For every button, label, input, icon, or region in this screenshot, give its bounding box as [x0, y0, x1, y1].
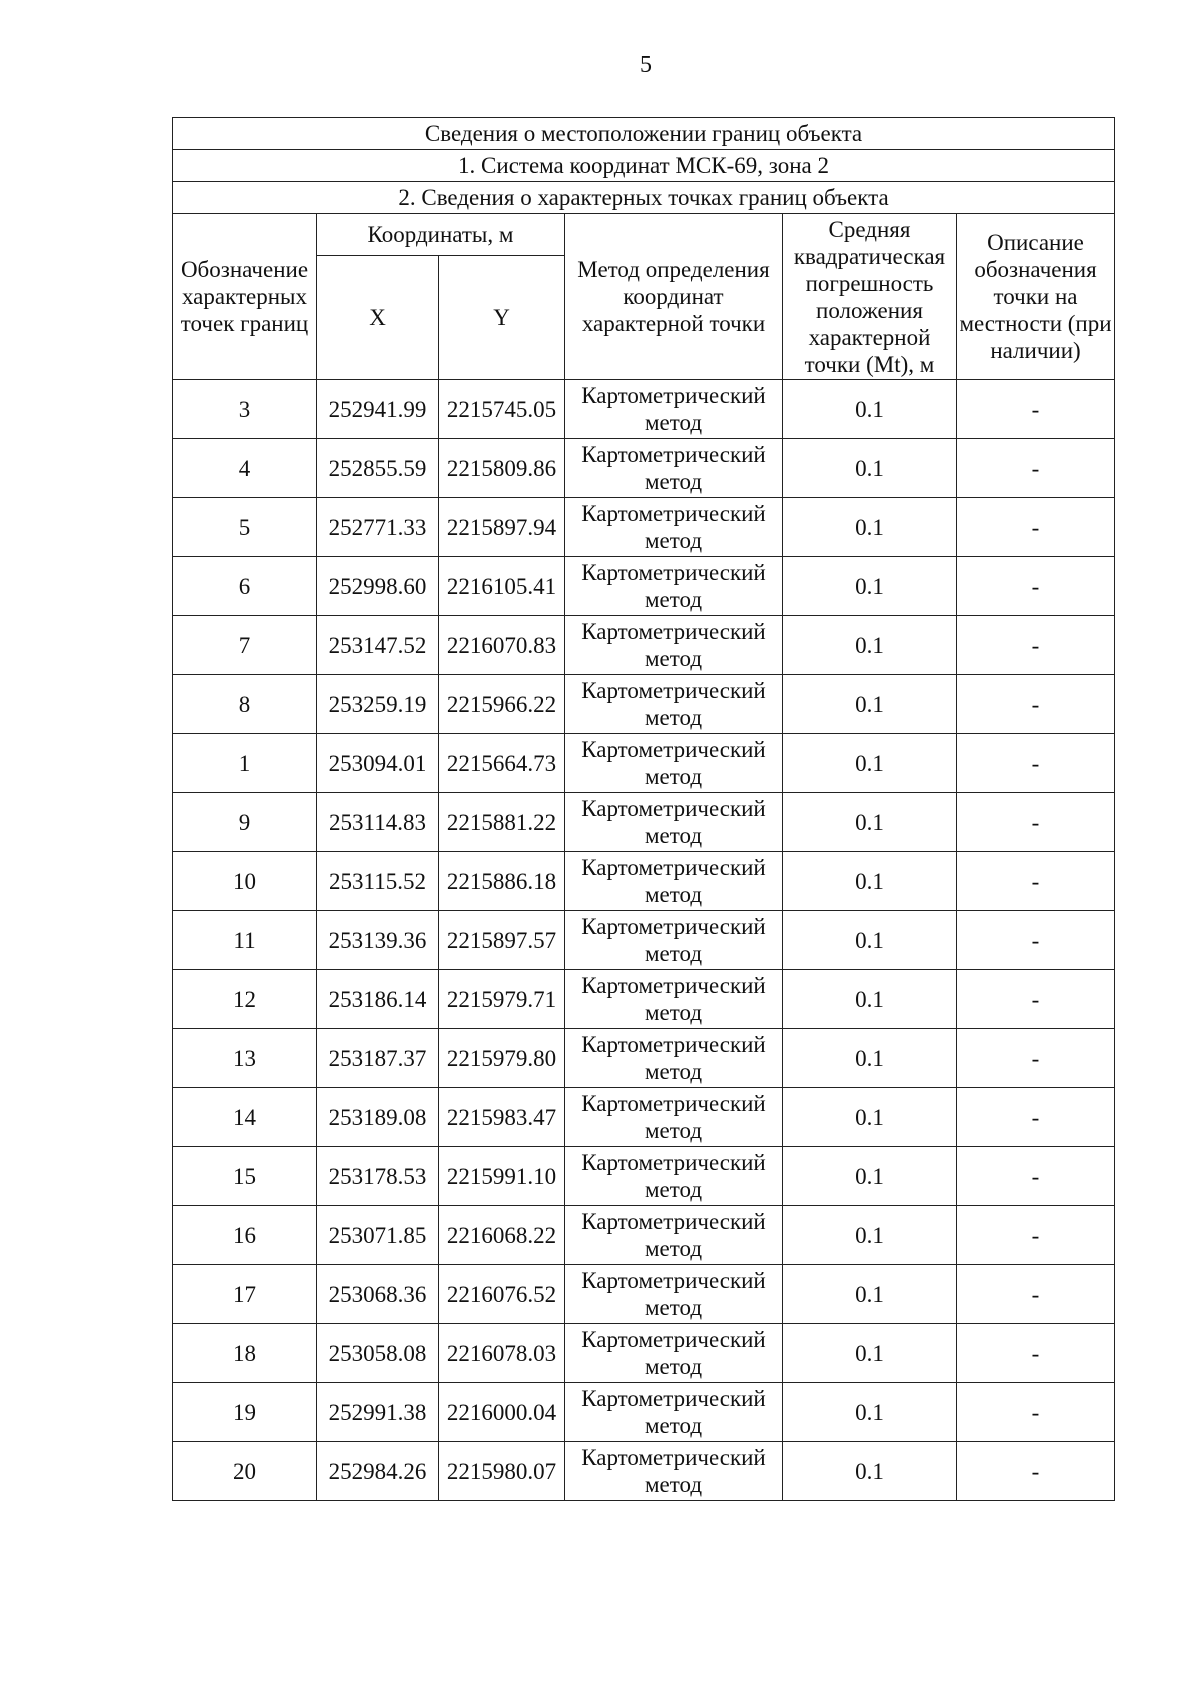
header-description: Описание обозначения точки на местности (при наличии): [957, 214, 1115, 380]
table-title: Сведения о местоположении границ объекта: [173, 118, 1115, 150]
point-cell: 18: [173, 1324, 317, 1383]
point-cell: 5: [173, 498, 317, 557]
desc-cell: -: [957, 380, 1115, 439]
y-cell: 2215886.18: [439, 852, 565, 911]
x-cell: 252991.38: [317, 1383, 439, 1442]
mt-cell: 0.1: [783, 1147, 957, 1206]
desc-cell: -: [957, 1265, 1115, 1324]
y-cell: 2215809.86: [439, 439, 565, 498]
method-line2: метод: [644, 941, 703, 966]
desc-cell: -: [957, 1029, 1115, 1088]
y-cell: 2215881.22: [439, 793, 565, 852]
table-body: [173, 380, 1115, 1501]
x-cell: 253186.14: [317, 970, 439, 1029]
mt-cell: 0.1: [783, 734, 957, 793]
method-cell: [565, 380, 783, 439]
y-cell: 2216105.41: [439, 557, 565, 616]
method-line1: Картометрический: [581, 1209, 766, 1234]
point-cell: 1: [173, 734, 317, 793]
desc-cell: -: [957, 911, 1115, 970]
table-row: [173, 557, 1115, 616]
y-cell: 2216076.52: [439, 1265, 565, 1324]
method-cell: [565, 911, 783, 970]
method-line1: Картометрический: [581, 1150, 766, 1175]
desc-cell: -: [957, 498, 1115, 557]
mt-cell: 0.1: [783, 498, 957, 557]
method-line2: метод: [644, 1295, 703, 1320]
mt-cell: 0.1: [783, 1088, 957, 1147]
method-line2: метод: [644, 1354, 703, 1379]
coord-system-row: [173, 150, 1115, 182]
method-line1: Картометрический: [581, 383, 766, 408]
mt-cell: 0.1: [783, 1206, 957, 1265]
method-line1: Картометрический: [581, 560, 766, 585]
y-cell: 2216000.04: [439, 1383, 565, 1442]
y-cell: 2216070.83: [439, 616, 565, 675]
method-line2: метод: [644, 469, 703, 494]
method-line2: метод: [644, 823, 703, 848]
header-y: Y: [439, 256, 565, 380]
table-row: [173, 734, 1115, 793]
method-cell: [565, 970, 783, 1029]
method-line2: метод: [644, 1059, 703, 1084]
section-label: 2. Сведения о характерных точках границ объекта: [173, 182, 1115, 214]
method-cell: [565, 616, 783, 675]
header-coordinates: Координаты, м: [317, 214, 565, 256]
header-point-designation: Обозначение характерных точек границ: [173, 214, 317, 380]
method-line1: Картометрический: [581, 1268, 766, 1293]
y-cell: 2215983.47: [439, 1088, 565, 1147]
desc-cell: -: [957, 970, 1115, 1029]
x-cell: 253189.08: [317, 1088, 439, 1147]
desc-cell: -: [957, 734, 1115, 793]
method-cell: [565, 1029, 783, 1088]
x-cell: 252771.33: [317, 498, 439, 557]
method-cell: [565, 439, 783, 498]
table-row: [173, 1324, 1115, 1383]
section-row: [173, 182, 1115, 214]
table-row: [173, 793, 1115, 852]
method-line1: Картометрический: [581, 442, 766, 467]
x-cell: 253094.01: [317, 734, 439, 793]
method-cell: [565, 1442, 783, 1501]
method-line2: метод: [644, 1236, 703, 1261]
table-row: [173, 675, 1115, 734]
x-cell: 253068.36: [317, 1265, 439, 1324]
method-line2: метод: [644, 1118, 703, 1143]
method-line1: Картометрический: [581, 1445, 766, 1470]
mt-cell: 0.1: [783, 380, 957, 439]
x-cell: 253114.83: [317, 793, 439, 852]
method-line1: Картометрический: [581, 501, 766, 526]
method-line2: метод: [644, 1000, 703, 1025]
mt-cell: 0.1: [783, 911, 957, 970]
table-row: [173, 616, 1115, 675]
method-cell: [565, 1206, 783, 1265]
mt-cell: 0.1: [783, 1029, 957, 1088]
point-cell: 4: [173, 439, 317, 498]
desc-cell: -: [957, 1088, 1115, 1147]
coord-system-label: 1. Система координат МСК-69, зона 2: [173, 150, 1115, 182]
x-cell: 252998.60: [317, 557, 439, 616]
mt-cell: 0.1: [783, 1265, 957, 1324]
x-cell: 253071.85: [317, 1206, 439, 1265]
x-cell: 253115.52: [317, 852, 439, 911]
table-row: [173, 1442, 1115, 1501]
method-cell: [565, 498, 783, 557]
method-line2: метод: [644, 705, 703, 730]
mt-cell: 0.1: [783, 616, 957, 675]
method-line2: метод: [644, 882, 703, 907]
method-cell: [565, 557, 783, 616]
point-cell: 3: [173, 380, 317, 439]
table-row: [173, 1029, 1115, 1088]
point-cell: 13: [173, 1029, 317, 1088]
table-title-row: [173, 118, 1115, 150]
x-cell: 253058.08: [317, 1324, 439, 1383]
point-cell: 9: [173, 793, 317, 852]
table-row: [173, 1265, 1115, 1324]
y-cell: 2216078.03: [439, 1324, 565, 1383]
x-cell: 253139.36: [317, 911, 439, 970]
table-row: [173, 380, 1115, 439]
desc-cell: -: [957, 557, 1115, 616]
x-cell: 253147.52: [317, 616, 439, 675]
point-cell: 6: [173, 557, 317, 616]
point-cell: 8: [173, 675, 317, 734]
y-cell: 2216068.22: [439, 1206, 565, 1265]
method-cell: [565, 1383, 783, 1442]
method-line2: метод: [644, 646, 703, 671]
method-line1: Картометрический: [581, 1032, 766, 1057]
method-line2: метод: [644, 1413, 703, 1438]
method-line2: метод: [644, 1472, 703, 1497]
table-row: [173, 1147, 1115, 1206]
method-cell: [565, 675, 783, 734]
method-line1: Картометрический: [581, 1091, 766, 1116]
method-cell: [565, 1324, 783, 1383]
desc-cell: -: [957, 616, 1115, 675]
point-cell: 17: [173, 1265, 317, 1324]
method-cell: [565, 1088, 783, 1147]
method-line1: Картометрический: [581, 973, 766, 998]
method-line1: Картометрический: [581, 619, 766, 644]
y-cell: 2215966.22: [439, 675, 565, 734]
method-line1: Картометрический: [581, 737, 766, 762]
x-cell: 252941.99: [317, 380, 439, 439]
method-line2: метод: [644, 410, 703, 435]
y-cell: 2215980.07: [439, 1442, 565, 1501]
header-error: Средняя квадратическая погрешность положения характерной точки (Mt), м: [783, 214, 957, 380]
desc-cell: -: [957, 1383, 1115, 1442]
method-cell: [565, 852, 783, 911]
method-line2: метод: [644, 1177, 703, 1202]
point-cell: 15: [173, 1147, 317, 1206]
method-cell: [565, 1147, 783, 1206]
desc-cell: -: [957, 1206, 1115, 1265]
y-cell: 2215745.05: [439, 380, 565, 439]
table-row: [173, 1088, 1115, 1147]
mt-cell: 0.1: [783, 793, 957, 852]
desc-cell: -: [957, 1147, 1115, 1206]
method-line2: метод: [644, 528, 703, 553]
desc-cell: -: [957, 439, 1115, 498]
mt-cell: 0.1: [783, 1324, 957, 1383]
point-cell: 12: [173, 970, 317, 1029]
method-line1: Картометрический: [581, 1327, 766, 1352]
mt-cell: 0.1: [783, 439, 957, 498]
x-cell: 253187.37: [317, 1029, 439, 1088]
table-row: [173, 1383, 1115, 1442]
point-cell: 20: [173, 1442, 317, 1501]
boundary-points-table: [172, 117, 1115, 1501]
method-line1: Картометрический: [581, 1386, 766, 1411]
desc-cell: -: [957, 675, 1115, 734]
header-row-top: [173, 214, 1115, 256]
y-cell: 2215979.80: [439, 1029, 565, 1088]
method-cell: [565, 793, 783, 852]
y-cell: 2215979.71: [439, 970, 565, 1029]
header-method: Метод определения координат характерной точки: [565, 214, 783, 380]
method-cell: [565, 734, 783, 793]
point-cell: 10: [173, 852, 317, 911]
method-line2: метод: [644, 587, 703, 612]
table-row: [173, 911, 1115, 970]
table-row: [173, 970, 1115, 1029]
table-row: [173, 852, 1115, 911]
point-cell: 11: [173, 911, 317, 970]
page-number: 5: [640, 52, 652, 78]
header-x: X: [317, 256, 439, 380]
method-cell: [565, 1265, 783, 1324]
point-cell: 7: [173, 616, 317, 675]
point-cell: 19: [173, 1383, 317, 1442]
point-cell: 14: [173, 1088, 317, 1147]
x-cell: 252855.59: [317, 439, 439, 498]
method-line1: Картометрический: [581, 678, 766, 703]
y-cell: 2215897.57: [439, 911, 565, 970]
y-cell: 2215991.10: [439, 1147, 565, 1206]
table-row: [173, 498, 1115, 557]
table-row: [173, 1206, 1115, 1265]
method-line2: метод: [644, 764, 703, 789]
y-cell: 2215897.94: [439, 498, 565, 557]
mt-cell: 0.1: [783, 1383, 957, 1442]
desc-cell: -: [957, 793, 1115, 852]
table-row: [173, 439, 1115, 498]
x-cell: 253178.53: [317, 1147, 439, 1206]
x-cell: 253259.19: [317, 675, 439, 734]
mt-cell: 0.1: [783, 557, 957, 616]
point-cell: 16: [173, 1206, 317, 1265]
y-cell: 2215664.73: [439, 734, 565, 793]
method-line1: Картометрический: [581, 914, 766, 939]
mt-cell: 0.1: [783, 1442, 957, 1501]
method-line1: Картометрический: [581, 855, 766, 880]
method-line1: Картометрический: [581, 796, 766, 821]
mt-cell: 0.1: [783, 675, 957, 734]
mt-cell: 0.1: [783, 852, 957, 911]
boundary-table-wrapper: [172, 117, 1115, 1501]
desc-cell: -: [957, 1442, 1115, 1501]
desc-cell: -: [957, 1324, 1115, 1383]
desc-cell: -: [957, 852, 1115, 911]
mt-cell: 0.1: [783, 970, 957, 1029]
x-cell: 252984.26: [317, 1442, 439, 1501]
